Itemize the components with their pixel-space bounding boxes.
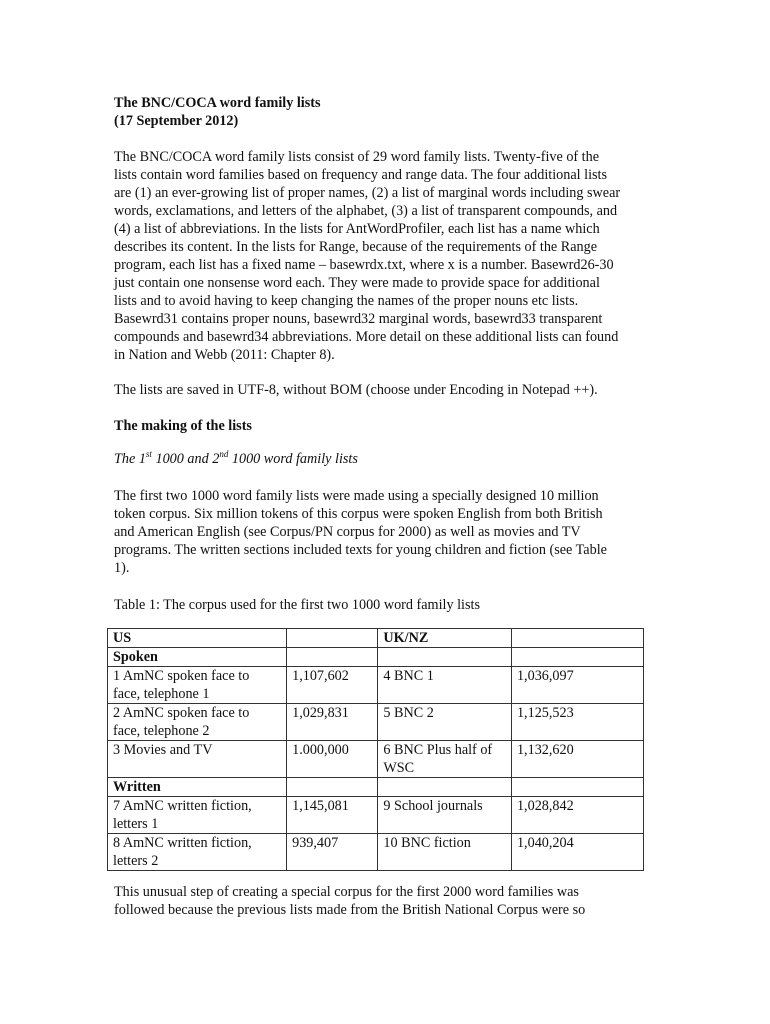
us-token-count: 1,145,081 (287, 797, 378, 834)
cell-line: 4 BNC 1 (383, 668, 434, 684)
subheading-part: 1000 word family lists (228, 451, 358, 467)
us-source-cell (108, 704, 287, 741)
uk-token-count: 1,132,620 (511, 741, 643, 778)
uk-source-cell (378, 741, 512, 778)
section-label: Written (108, 778, 287, 797)
cell-line: 7 AmNC written fiction, (113, 798, 252, 814)
paragraph-line: compounds and basewrd34 abbreviations. More detail on these additional lists can found (114, 329, 619, 345)
uk-source-cell (378, 667, 512, 704)
cell-line: 3 Movies and TV (113, 742, 213, 758)
cell-line: 5 BNC 2 (383, 705, 434, 721)
cell-line: 10 BNC fiction (383, 835, 471, 851)
us-token-count: 1,029,831 (287, 704, 378, 741)
empty-cell (287, 778, 378, 797)
paragraph-line: lists contain word families based on frequency and range data. The four additional lists (114, 167, 608, 183)
subheading-part: The 1 (114, 451, 146, 467)
section-label: Spoken (108, 648, 287, 667)
paragraph-line: are (1) an ever-growing list of proper names, (2) a list of marginal words including swear (114, 185, 621, 201)
paragraph-line: The BNC/COCA word family lists consist of 29 word family lists. Twenty-five of the (114, 149, 600, 165)
paragraph-line: program, each list has a fixed name – basewrdx.txt, where x is a number. Basewrd26-30 (114, 257, 614, 273)
intro-paragraph (114, 148, 654, 364)
table-row (108, 797, 644, 834)
corpus-paragraph (114, 487, 654, 577)
empty-cell (287, 648, 378, 667)
section-heading: The making of the lists (114, 418, 252, 434)
header-us: US (108, 629, 287, 648)
empty-cell (511, 648, 643, 667)
paragraph-line: words, exclamations, and letters of the alphabet, (3) a list of transparent compounds, and (114, 203, 618, 219)
cell-line: 8 AmNC written fiction, (113, 835, 252, 851)
header-uk: UK/NZ (378, 629, 512, 648)
table-caption: Table 1: The corpus used for the first two 1000 word family lists (114, 597, 480, 613)
cell-line: face, telephone 1 (113, 686, 210, 702)
title-line-1: The BNC/COCA word family lists (114, 95, 321, 111)
cell-line: 1 AmNC spoken face to (113, 668, 250, 684)
table-row (108, 741, 644, 778)
subsection-heading (114, 450, 654, 468)
uk-token-count: 1,028,842 (511, 797, 643, 834)
header-empty-cell (287, 629, 378, 648)
paragraph-line: Basewrd31 contains proper nouns, basewrd32 marginal words, basewrd33 transparent (114, 311, 603, 327)
empty-cell (378, 778, 512, 797)
paragraph-line: in Nation and Webb (2011: Chapter 8). (114, 347, 335, 363)
table-row (108, 704, 644, 741)
closing-paragraph (114, 883, 654, 919)
paragraph-line: just contain one nonsense word each. They were made to provide space for additional (114, 275, 600, 291)
cell-line: 9 School journals (383, 798, 483, 814)
paragraph-line: programs. The written sections included texts for young children and fiction (see Table (114, 542, 607, 558)
table-section-row (108, 648, 644, 667)
encoding-paragraph: The lists are saved in UTF-8, without BOM (choose under Encoding in Notepad ++). (114, 382, 598, 398)
header-empty-cell (511, 629, 643, 648)
corpus-table (107, 628, 644, 871)
table-section-row (108, 778, 644, 797)
subheading-superscript: nd (219, 449, 229, 459)
cell-line: letters 1 (113, 816, 159, 832)
empty-cell (511, 778, 643, 797)
cell-line: 2 AmNC spoken face to (113, 705, 250, 721)
empty-cell (378, 648, 512, 667)
paragraph-line: lists and to avoid having to keep changing the names of the proper nouns etc lists. (114, 293, 579, 309)
us-token-count: 939,407 (287, 834, 378, 871)
subheading-superscript: st (145, 449, 152, 459)
uk-source-cell (378, 797, 512, 834)
cell-line: 6 BNC Plus half of (383, 742, 493, 758)
subheading-part: 1000 and 2 (151, 451, 220, 467)
uk-token-count: 1,040,204 (511, 834, 643, 871)
paragraph-line: This unusual step of creating a special corpus for the first 2000 word families was (114, 884, 579, 900)
paragraph-line: token corpus. Six million tokens of this corpus were spoken English from both British (114, 506, 603, 522)
paragraph-line: The first two 1000 word family lists were made using a specially designed 10 million (114, 488, 599, 504)
uk-token-count: 1,036,097 (511, 667, 643, 704)
us-token-count: 1,107,602 (287, 667, 378, 704)
table-row (108, 834, 644, 871)
cell-line: face, telephone 2 (113, 723, 210, 739)
us-source-cell (108, 741, 287, 778)
us-source-cell (108, 797, 287, 834)
paragraph-line: and American English (see Corpus/PN corpus for 2000) as well as movies and TV (114, 524, 581, 540)
paragraph-line: followed because the previous lists made from the British National Corpus were so (114, 902, 586, 918)
us-source-cell (108, 667, 287, 704)
cell-line: letters 2 (113, 853, 159, 869)
paragraph-line: describes its content. In the lists for Range, because of the requirements of the Range (114, 239, 598, 255)
us-source-cell (108, 834, 287, 871)
paragraph-line: (4) a list of abbreviations. In the lists for AntWordProfiler, each list has a name which (114, 221, 600, 237)
paragraph-line: 1). (114, 560, 130, 576)
uk-source-cell (378, 834, 512, 871)
cell-line: WSC (383, 760, 415, 776)
title-date: (17 September 2012) (114, 113, 239, 129)
uk-token-count: 1,125,523 (511, 704, 643, 741)
document-title (114, 94, 654, 130)
table-header-row (108, 629, 644, 648)
table-row (108, 667, 644, 704)
us-token-count: 1.000,000 (287, 741, 378, 778)
uk-source-cell (378, 704, 512, 741)
